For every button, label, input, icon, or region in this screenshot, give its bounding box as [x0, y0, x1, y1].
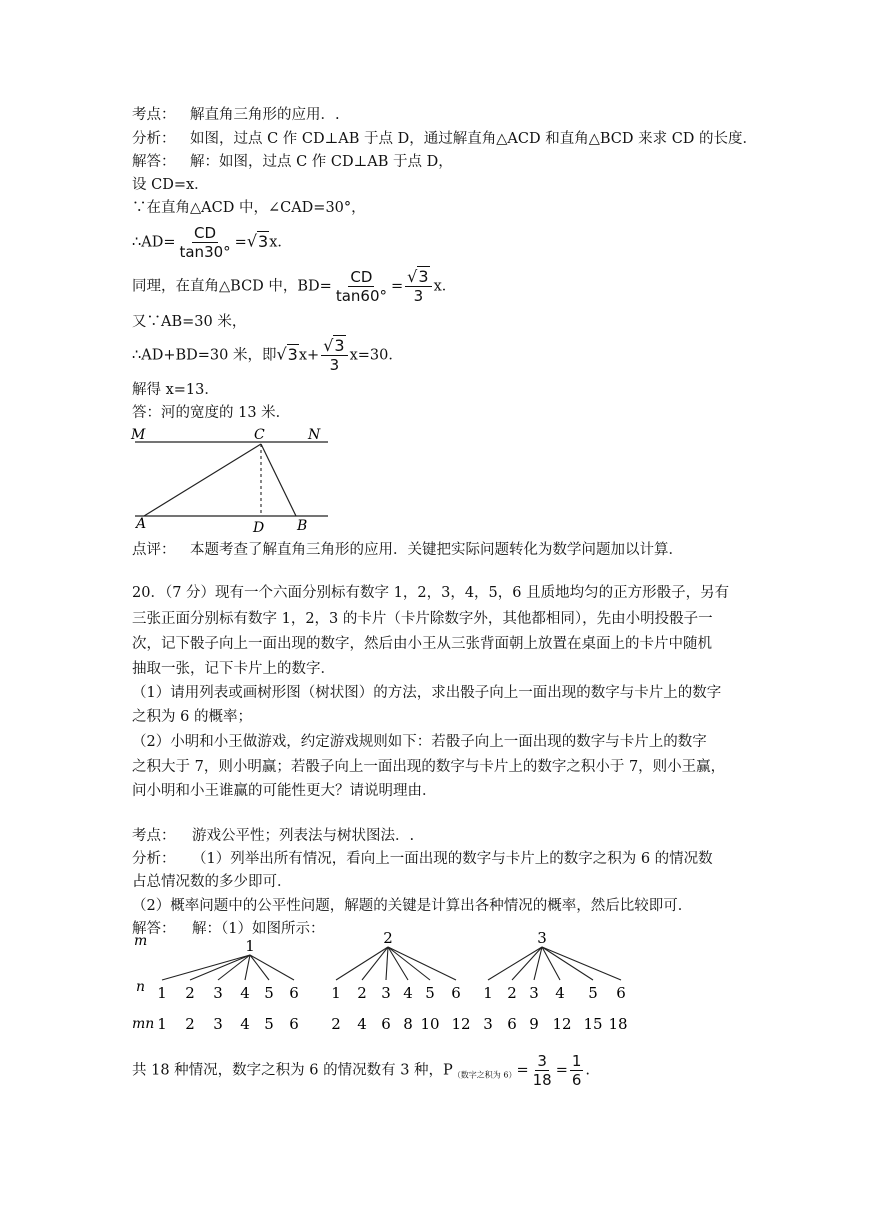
q20-fenxi-line3: （2）概率问题中的公平性问题，解题的关键是计算出各种情况的概率，然后比较即可． [132, 898, 693, 914]
dianping-label: 点评： [132, 542, 176, 558]
tree-product-value: 2 [331, 1015, 341, 1033]
tree-product-value: 15 [583, 1015, 603, 1033]
tree-product-value: 8 [403, 1015, 413, 1033]
step4-fraction [334, 268, 389, 305]
jieda-label: 解答： [132, 921, 176, 937]
step3-suffix: x． [269, 234, 292, 251]
q19-step7: 解得 x=13． [132, 382, 219, 398]
tree-child-value: 1 [483, 984, 493, 1002]
q20-line6: 之积为 6 的概率； [132, 709, 252, 725]
final-period: . [585, 1062, 591, 1079]
tree-child-value: 2 [185, 984, 195, 1002]
tree-branch [388, 947, 430, 980]
tree-root-3: 3 [537, 929, 547, 947]
kaodian-label: 考点： [132, 107, 176, 123]
tree-branch [190, 955, 250, 980]
step6-radicand: 3 [287, 344, 298, 364]
step4-denominator: tan60° [335, 287, 388, 305]
tree-branch [542, 947, 560, 980]
tree-product-value: 6 [381, 1015, 391, 1033]
tree-product-value: 9 [529, 1015, 539, 1033]
step3-equals: = [234, 234, 247, 251]
q19-step5: 又∵AB=30 米， [132, 314, 247, 330]
tree-child-value: 2 [357, 984, 367, 1002]
step6-sqrt: √3 [276, 344, 298, 364]
tree-child-value: 3 [213, 984, 223, 1002]
step4-prefix: 同理，在直角△BCD 中，BD= [132, 278, 332, 295]
tree-branch [542, 947, 593, 980]
jieda-label: 解答： [132, 154, 176, 170]
step4-numerator: CD [350, 268, 373, 286]
tree-child-value: 1 [331, 984, 341, 1002]
tree-root-1: 1 [245, 937, 255, 955]
q19-step1: 设 CD=x． [132, 177, 209, 193]
tree-child-value: 4 [240, 984, 250, 1002]
step6-prefix: ∴AD+BD=30 米，即 [132, 347, 277, 364]
tree-product-value: 18 [608, 1015, 628, 1033]
final-fraction-1 [531, 1052, 554, 1089]
step4-equals: = [391, 278, 404, 295]
kaodian-text: 游戏公平性；列表法与树状图法．. [192, 828, 415, 844]
jieda-text: 解：如图，过点 C 作 CD⊥AB 于点 D， [190, 154, 453, 170]
q19-step6 [132, 337, 403, 374]
tree-child-value: 5 [264, 984, 274, 1002]
tree-product-value: 3 [213, 1015, 223, 1033]
final-fraction-2-denominator: 6 [571, 1071, 582, 1089]
step6-fraction [321, 337, 347, 374]
q19-fenxi [132, 129, 757, 149]
tree-child-value: 5 [588, 984, 598, 1002]
fenxi-text: （1）列举出所有情况，看向上一面出现的数字与卡片上的数字之积为 6 的情况数 [192, 851, 713, 867]
final-equals-1: = [516, 1062, 529, 1079]
tree-child-value: 3 [381, 984, 391, 1002]
tree-product-value: 10 [420, 1015, 440, 1033]
step6-frac-radicand: 3 [334, 336, 345, 355]
q20-line9: 问小明和小王谁赢的可能性更大？请说明理由． [132, 783, 437, 799]
kaodian-text: 解直角三角形的应用．. [190, 107, 340, 123]
q19-kaodian [132, 105, 340, 125]
row-label-mn: mn [132, 1016, 155, 1032]
q20-line2: 三张正面分别标有数字 1，2，3 的卡片（卡片除数字外，其他都相同），先由小明投骰子一 [132, 611, 713, 627]
tree-branch [250, 955, 294, 980]
river-diagram [128, 424, 338, 536]
tree-diagram [128, 924, 648, 1040]
final-fraction-2-numerator: 1 [571, 1052, 582, 1070]
step3-fraction [177, 224, 232, 261]
kaodian-label: 考点： [132, 828, 176, 844]
jieda-text: 解：（1）如图所示： [192, 921, 325, 937]
q20-final [132, 1052, 590, 1089]
q20-line8: 之积大于 7，则小明赢；若骰子向上一面出现的数字与卡片上的数字之积小于 7，则小王赢， [132, 759, 726, 775]
tree-child-value: 2 [507, 984, 517, 1002]
tree-branch [336, 947, 388, 980]
tree-branch [542, 947, 621, 980]
label-n: N [308, 427, 321, 443]
final-subscript: （数字之积为 6） [452, 1070, 517, 1080]
fenxi-label: 分析： [132, 851, 176, 867]
step4-suffix: x． [433, 278, 457, 295]
final-equals-2: = [555, 1062, 568, 1079]
q20-line3: 次，记下骰子向上一面出现的数字，然后由小王从三张背面朝上放置在桌面上的卡片中随机 [132, 636, 712, 652]
tree-child-value: 6 [289, 984, 299, 1002]
q19-jieda [132, 152, 453, 172]
tree-branch [386, 947, 388, 980]
q20-line5: （1）请用列表或画树形图（树状图）的方法，求出骰子向上一面出现的数字与卡片上的数字 [132, 685, 722, 701]
q20-fenxi [132, 849, 713, 869]
tree-root-2: 2 [383, 929, 393, 947]
label-m: M [131, 427, 146, 443]
tree-product-value: 2 [185, 1015, 195, 1033]
segment-bc [261, 444, 296, 516]
fenxi-label: 分析： [132, 131, 176, 147]
step6-suffix: x=30． [349, 347, 403, 364]
label-b: B [297, 518, 308, 534]
tree-product-value: 6 [289, 1015, 299, 1033]
q19-step4 [132, 268, 456, 305]
tree-child-value: 3 [529, 984, 539, 1002]
tree-branch [488, 947, 542, 980]
dianping-text: 本题考查了解直角三角形的应用．关键把实际问题转化为数学问题加以计算． [190, 542, 683, 558]
step3-numerator: CD [194, 224, 217, 242]
fenxi-text: 如图，过点 C 作 CD⊥AB 于点 D，通过解直角△ACD 和直角△BCD 来求 CD 的长度． [190, 131, 758, 147]
q19-step3 [132, 224, 292, 261]
step4-result-fraction [405, 268, 431, 305]
final-fraction-2 [570, 1052, 584, 1089]
step4-result-denominator: 3 [413, 287, 424, 305]
row-label-m: m [134, 933, 148, 949]
step6-numerator: √3 [321, 337, 347, 356]
step3-sqrt: √3 [246, 231, 269, 251]
step3-radicand: 3 [258, 231, 269, 251]
final-fraction-1-numerator: 3 [537, 1052, 547, 1070]
q20-kaodian [132, 826, 414, 846]
step3-prefix: ∴AD= [132, 234, 176, 251]
final-prefix: 共 18 种情况，数字之积为 6 的情况数有 3 种，P [132, 1062, 453, 1079]
tree-child-value: 1 [157, 984, 167, 1002]
q20-line4: 抽取一张，记下卡片上的数字． [132, 661, 335, 677]
q20-line1: 20．（7 分）现有一个六面分别标有数字 1，2，3，4，5，6 且质地均匀的正方形骰子，另有 [132, 585, 730, 601]
tree-product-value: 5 [264, 1015, 274, 1033]
step3-denominator: tan30° [179, 243, 231, 261]
tree-product-value: 4 [240, 1015, 250, 1033]
tree-branch [362, 947, 388, 980]
label-d: D [253, 520, 265, 536]
tree-child-value: 6 [451, 984, 461, 1002]
q19-step8: 答：河的宽度的 13 米． [132, 405, 291, 421]
tree-product-value: 12 [451, 1015, 471, 1033]
tree-branch [162, 955, 250, 980]
tree-child-value: 4 [403, 984, 413, 1002]
tree-product-value: 4 [357, 1015, 367, 1033]
q20-fenxi-line2: 占总情况数的多少即可． [132, 874, 292, 890]
label-a: A [136, 516, 147, 532]
tree-product-value: 6 [507, 1015, 517, 1033]
step4-result-numerator: √3 [405, 268, 431, 287]
tree-product-value: 12 [552, 1015, 572, 1033]
segment-ac [144, 444, 261, 516]
tree-branch [250, 955, 269, 980]
step6-denominator: 3 [329, 356, 340, 374]
row-label-n: n [136, 979, 146, 995]
step4-result-radicand: 3 [418, 267, 429, 286]
q19-step2: ∵在直角△ACD 中，∠CAD=30°， [132, 200, 366, 216]
tree-child-value: 5 [425, 984, 435, 1002]
tree-product-value: 1 [157, 1015, 167, 1033]
tree-child-value: 6 [616, 984, 626, 1002]
label-c: C [254, 427, 265, 443]
tree-child-value: 4 [555, 984, 565, 1002]
tree-product-value: 3 [483, 1015, 493, 1033]
q20-line7: （2）小明和小王做游戏，约定游戏规则如下：若骰子向上一面出现的数字与卡片上的数字 [132, 734, 707, 750]
step6-middle: x+ [298, 347, 320, 364]
final-fraction-1-denominator: 18 [532, 1071, 552, 1089]
q19-dianping [132, 540, 683, 560]
